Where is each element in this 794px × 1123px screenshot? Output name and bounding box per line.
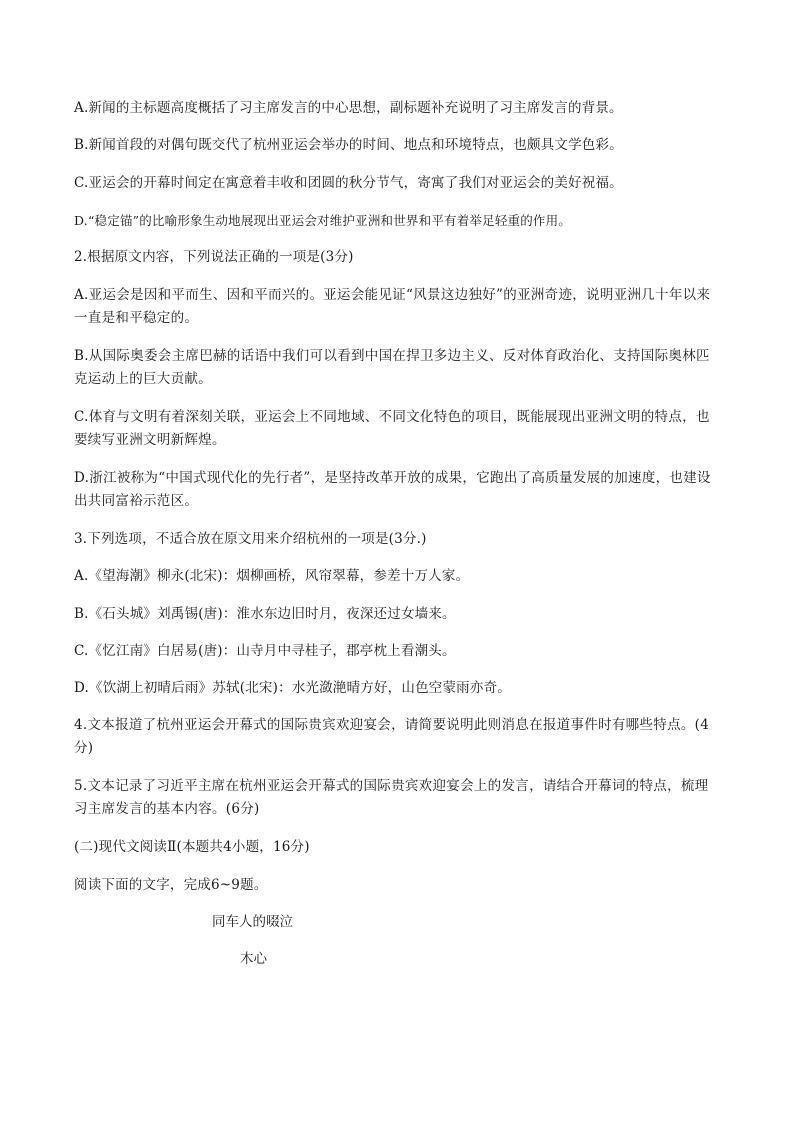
section2-instruction: 阅读下面的文字，完成6~9题。 xyxy=(74,877,268,893)
q2-option-a: A.亚运会是因和平而生、因和平而兴的。亚运会能见证“风景这边独好”的亚洲奇迹，说明亚洲几十年以来一直是和平稳定的。 xyxy=(74,287,711,326)
q1-option-d: D.“稳定锚”的比喻形象生动地展现出亚运会对维护亚洲和世界和平有着举足轻重的作用。 xyxy=(74,213,572,228)
q3-option-c: C.《忆江南》白居易(唐)：山寺月中寻桂子，郡亭枕上看潮头。 xyxy=(74,643,456,659)
q3-stem: 3.下列选项，不适合放在原文用来介绍杭州的一项是(3分.) xyxy=(74,531,427,547)
q3-option-d: D.《饮湖上初晴后雨》苏轼(北宋)：水光潋滟晴方好，山色空蒙雨亦奇。 xyxy=(74,680,511,696)
q5-question: 5.文本记录了习近平主席在杭州亚运会开幕式的国际贵宾欢迎宴会上的发言，请结合开幕词的特点，梳理习主席发言的基本内容。(6分) xyxy=(74,778,709,817)
passage-author: 木心 xyxy=(240,951,267,967)
q3-option-a: A.《望海潮》柳永(北宋)：烟柳画桥，风帘翠幕，参差十万人家。 xyxy=(74,568,470,584)
q3-option-b: B.《石头城》刘禹锡(唐)：淮水东边旧时月，夜深还过女墙来。 xyxy=(74,606,456,622)
q2-stem: 2.根据原文内容，下列说法正确的一项是(3分) xyxy=(74,249,354,265)
q1-option-b: B.新闻首段的对偶句既交代了杭州亚运会举办的时间、地点和环境特点，也颇具文学色彩。 xyxy=(74,137,623,153)
q2-option-c: C.体育与文明有着深刻关联，亚运会上不同地域、不同文化特色的项目，既能展现出亚洲文明的特点，也要续写亚洲文明新辉煌。 xyxy=(74,409,710,448)
q2-option-b: B.从国际奥委会主席巴赫的话语中我们可以看到中国在捍卫多边主义、反对体育政治化、支持国际奥林匹克运动上的巨大贡献。 xyxy=(74,348,710,387)
q1-option-a: A.新闻的主标题高度概括了习主席发言的中心思想，副标题补充说明了习主席发言的背景。 xyxy=(74,100,623,116)
section2-heading: (二)现代文阅读Ⅱ(本题共4小题，16分) xyxy=(74,839,310,855)
q4-question: 4.文本报道了杭州亚运会开幕式的国际贵宾欢迎宴会，请简要说明此则消息在报道事件时有哪些特点。(4分) xyxy=(74,717,710,756)
q1-option-c: C.亚运会的开幕时间定在寓意着丰收和团圆的秋分节气，寄寓了我们对亚运会的美好祝福。 xyxy=(74,175,623,191)
passage-title: 同车人的啜泣 xyxy=(212,914,293,930)
q2-option-d: D.浙江被称为“中国式现代化的先行者”，是坚持改革开放的成果，它跑出了高质量发展的加速度，也建设出共同富裕示范区。 xyxy=(74,470,711,509)
